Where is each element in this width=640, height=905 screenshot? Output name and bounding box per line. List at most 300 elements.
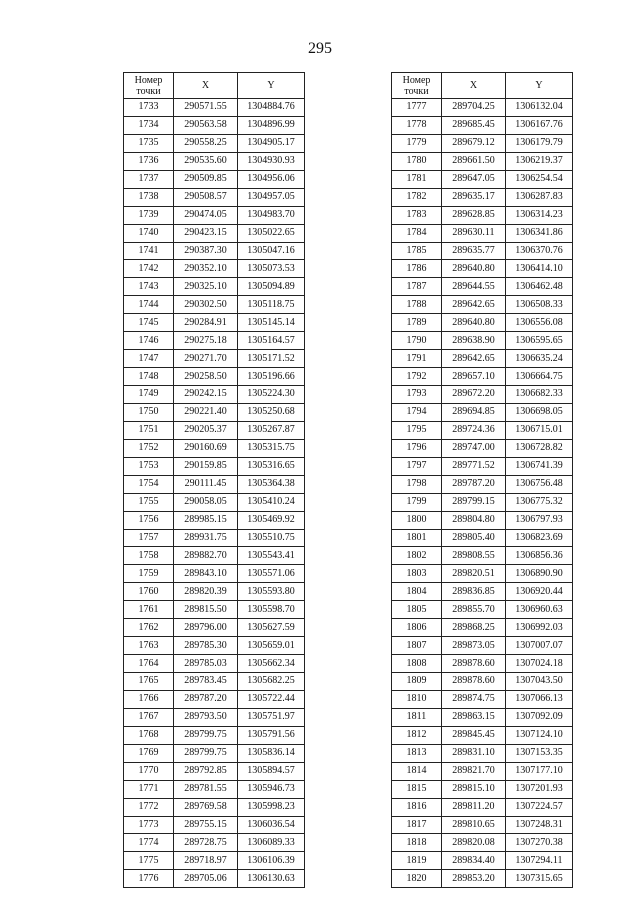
y-coordinate-cell: 1306823.69 <box>506 529 573 547</box>
x-coordinate-cell: 289793.50 <box>174 708 238 726</box>
x-coordinate-cell: 289628.85 <box>442 206 506 224</box>
point-number-cell: 1776 <box>124 870 174 888</box>
x-coordinate-cell: 290160.69 <box>174 439 238 457</box>
y-coordinate-cell: 1304884.76 <box>238 99 305 117</box>
table-row <box>124 744 305 762</box>
y-coordinate-cell: 1306341.86 <box>506 224 573 242</box>
y-coordinate-cell: 1306715.01 <box>506 421 573 439</box>
y-coordinate-cell: 1306036.54 <box>238 816 305 834</box>
y-coordinate-cell: 1305510.75 <box>238 529 305 547</box>
x-coordinate-cell: 289820.51 <box>442 565 506 583</box>
y-coordinate-cell: 1307043.50 <box>506 673 573 691</box>
table-row <box>124 421 305 439</box>
x-coordinate-cell: 289878.60 <box>442 655 506 673</box>
table-row <box>124 798 305 816</box>
table-row <box>124 260 305 278</box>
table-row <box>124 547 305 565</box>
table-row <box>392 242 573 260</box>
y-coordinate-cell: 1305543.41 <box>238 547 305 565</box>
x-coordinate-cell: 290205.37 <box>174 421 238 439</box>
x-coordinate-cell: 289811.20 <box>442 798 506 816</box>
y-coordinate-cell: 1305627.59 <box>238 619 305 637</box>
y-coordinate-cell: 1305145.14 <box>238 314 305 332</box>
x-coordinate-cell: 290258.50 <box>174 368 238 386</box>
x-coordinate-cell: 289630.11 <box>442 224 506 242</box>
point-number-cell: 1761 <box>124 601 174 619</box>
y-coordinate-cell: 1306314.23 <box>506 206 573 224</box>
point-number-cell: 1796 <box>392 439 442 457</box>
point-number-cell: 1773 <box>124 816 174 834</box>
x-coordinate-cell: 289863.15 <box>442 708 506 726</box>
point-number-cell: 1784 <box>392 224 442 242</box>
table-row <box>392 780 573 798</box>
table-row <box>392 116 573 134</box>
table-row <box>392 493 573 511</box>
point-number-cell: 1790 <box>392 332 442 350</box>
header-x: X <box>442 73 506 99</box>
point-number-cell: 1786 <box>392 260 442 278</box>
y-coordinate-cell: 1307270.38 <box>506 834 573 852</box>
y-coordinate-cell: 1306254.54 <box>506 170 573 188</box>
x-coordinate-cell: 289785.03 <box>174 655 238 673</box>
y-coordinate-cell: 1305593.80 <box>238 583 305 601</box>
x-coordinate-cell: 290509.85 <box>174 170 238 188</box>
x-coordinate-cell: 289705.06 <box>174 870 238 888</box>
x-coordinate-cell: 289642.65 <box>442 350 506 368</box>
y-coordinate-cell: 1306890.90 <box>506 565 573 583</box>
y-coordinate-cell: 1305164.57 <box>238 332 305 350</box>
x-coordinate-cell: 289810.65 <box>442 816 506 834</box>
table-row <box>392 834 573 852</box>
point-number-cell: 1760 <box>124 583 174 601</box>
point-number-cell: 1749 <box>124 386 174 404</box>
y-coordinate-cell: 1306089.33 <box>238 834 305 852</box>
point-number-cell: 1797 <box>392 457 442 475</box>
table-row <box>392 134 573 152</box>
point-number-cell: 1733 <box>124 99 174 117</box>
x-coordinate-cell: 290271.70 <box>174 350 238 368</box>
table-row <box>124 726 305 744</box>
y-coordinate-cell: 1305836.14 <box>238 744 305 762</box>
y-coordinate-cell: 1305364.38 <box>238 475 305 493</box>
header-point-number: Номер точки <box>392 73 442 99</box>
point-number-cell: 1758 <box>124 547 174 565</box>
y-coordinate-cell: 1304930.93 <box>238 152 305 170</box>
table-row <box>124 583 305 601</box>
x-coordinate-cell: 290159.85 <box>174 457 238 475</box>
y-coordinate-cell: 1306508.33 <box>506 296 573 314</box>
point-number-cell: 1734 <box>124 116 174 134</box>
y-coordinate-cell: 1306132.04 <box>506 99 573 117</box>
point-number-cell: 1808 <box>392 655 442 673</box>
x-coordinate-cell: 290352.10 <box>174 260 238 278</box>
point-number-cell: 1810 <box>392 690 442 708</box>
x-coordinate-cell: 289834.40 <box>442 852 506 870</box>
y-coordinate-cell: 1305469.92 <box>238 511 305 529</box>
coordinates-table-left <box>123 72 305 888</box>
x-coordinate-cell: 289845.45 <box>442 726 506 744</box>
table-row <box>124 762 305 780</box>
point-number-cell: 1737 <box>124 170 174 188</box>
y-coordinate-cell: 1304957.05 <box>238 188 305 206</box>
x-coordinate-cell: 289799.15 <box>442 493 506 511</box>
table-row <box>124 314 305 332</box>
x-coordinate-cell: 289724.36 <box>442 421 506 439</box>
x-coordinate-cell: 289878.60 <box>442 673 506 691</box>
point-number-cell: 1794 <box>392 403 442 421</box>
point-number-cell: 1803 <box>392 565 442 583</box>
table-row <box>392 421 573 439</box>
y-coordinate-cell: 1306775.32 <box>506 493 573 511</box>
table-row <box>392 583 573 601</box>
y-coordinate-cell: 1305659.01 <box>238 637 305 655</box>
table-row <box>124 332 305 350</box>
point-number-cell: 1811 <box>392 708 442 726</box>
table-row <box>124 457 305 475</box>
y-coordinate-cell: 1306167.76 <box>506 116 573 134</box>
point-number-cell: 1792 <box>392 368 442 386</box>
x-coordinate-cell: 289873.05 <box>442 637 506 655</box>
header-point-number: Номер точки <box>124 73 174 99</box>
x-coordinate-cell: 289657.10 <box>442 368 506 386</box>
table-row <box>124 99 305 117</box>
x-coordinate-cell: 290275.18 <box>174 332 238 350</box>
point-number-cell: 1804 <box>392 583 442 601</box>
y-coordinate-cell: 1305094.89 <box>238 278 305 296</box>
point-number-cell: 1818 <box>392 834 442 852</box>
point-number-cell: 1768 <box>124 726 174 744</box>
table-row <box>124 116 305 134</box>
y-coordinate-cell: 1306992.03 <box>506 619 573 637</box>
y-coordinate-cell: 1306219.37 <box>506 152 573 170</box>
x-coordinate-cell: 289769.58 <box>174 798 238 816</box>
y-coordinate-cell: 1305022.65 <box>238 224 305 242</box>
point-number-cell: 1800 <box>392 511 442 529</box>
table-row <box>392 601 573 619</box>
point-number-cell: 1755 <box>124 493 174 511</box>
table-row <box>124 403 305 421</box>
x-coordinate-cell: 290535.60 <box>174 152 238 170</box>
table-row <box>392 260 573 278</box>
point-number-cell: 1795 <box>392 421 442 439</box>
table-row <box>124 475 305 493</box>
point-number-cell: 1816 <box>392 798 442 816</box>
point-number-cell: 1752 <box>124 439 174 457</box>
point-number-cell: 1785 <box>392 242 442 260</box>
y-coordinate-cell: 1306414.10 <box>506 260 573 278</box>
y-coordinate-cell: 1304905.17 <box>238 134 305 152</box>
point-number-cell: 1746 <box>124 332 174 350</box>
table-row <box>124 134 305 152</box>
point-number-cell: 1798 <box>392 475 442 493</box>
point-number-cell: 1738 <box>124 188 174 206</box>
point-number-cell: 1739 <box>124 206 174 224</box>
table-row <box>392 637 573 655</box>
x-coordinate-cell: 289781.55 <box>174 780 238 798</box>
x-coordinate-cell: 289647.05 <box>442 170 506 188</box>
x-coordinate-cell: 289868.25 <box>442 619 506 637</box>
point-number-cell: 1762 <box>124 619 174 637</box>
y-coordinate-cell: 1306462.48 <box>506 278 573 296</box>
coordinates-table-right <box>391 72 573 888</box>
table-row <box>392 368 573 386</box>
x-coordinate-cell: 289694.85 <box>442 403 506 421</box>
x-coordinate-cell: 289640.80 <box>442 260 506 278</box>
y-coordinate-cell: 1306635.24 <box>506 350 573 368</box>
x-coordinate-cell: 289805.40 <box>442 529 506 547</box>
table-row <box>124 242 305 260</box>
point-number-cell: 1753 <box>124 457 174 475</box>
y-coordinate-cell: 1306370.76 <box>506 242 573 260</box>
y-coordinate-cell: 1305751.97 <box>238 708 305 726</box>
table-row <box>124 529 305 547</box>
x-coordinate-cell: 289640.80 <box>442 314 506 332</box>
table-row <box>124 619 305 637</box>
table-header-row <box>392 73 573 99</box>
y-coordinate-cell: 1305250.68 <box>238 403 305 421</box>
y-coordinate-cell: 1304896.99 <box>238 116 305 134</box>
table-row <box>392 350 573 368</box>
table-row <box>392 296 573 314</box>
y-coordinate-cell: 1306595.65 <box>506 332 573 350</box>
x-coordinate-cell: 290242.15 <box>174 386 238 404</box>
x-coordinate-cell: 289804.80 <box>442 511 506 529</box>
point-number-cell: 1767 <box>124 708 174 726</box>
x-coordinate-cell: 289808.55 <box>442 547 506 565</box>
x-coordinate-cell: 290474.05 <box>174 206 238 224</box>
table-row <box>124 673 305 691</box>
point-number-cell: 1771 <box>124 780 174 798</box>
y-coordinate-cell: 1304956.06 <box>238 170 305 188</box>
x-coordinate-cell: 289796.00 <box>174 619 238 637</box>
table-row <box>392 511 573 529</box>
point-number-cell: 1754 <box>124 475 174 493</box>
table-row <box>392 224 573 242</box>
table-row <box>124 350 305 368</box>
point-number-cell: 1736 <box>124 152 174 170</box>
table-row <box>392 852 573 870</box>
table-row <box>392 655 573 673</box>
table-row <box>392 439 573 457</box>
point-number-cell: 1806 <box>392 619 442 637</box>
point-number-cell: 1759 <box>124 565 174 583</box>
table-row <box>392 457 573 475</box>
table-row <box>124 601 305 619</box>
table-row <box>392 690 573 708</box>
table-row <box>124 278 305 296</box>
point-number-cell: 1747 <box>124 350 174 368</box>
point-number-cell: 1809 <box>392 673 442 691</box>
x-coordinate-cell: 289831.10 <box>442 744 506 762</box>
point-number-cell: 1764 <box>124 655 174 673</box>
table-row <box>392 547 573 565</box>
y-coordinate-cell: 1307024.18 <box>506 655 573 673</box>
table-row <box>392 332 573 350</box>
table-row <box>124 296 305 314</box>
point-number-cell: 1757 <box>124 529 174 547</box>
y-coordinate-cell: 1305267.87 <box>238 421 305 439</box>
point-number-cell: 1815 <box>392 780 442 798</box>
x-coordinate-cell: 289755.15 <box>174 816 238 834</box>
table-row <box>124 206 305 224</box>
x-coordinate-cell: 289635.77 <box>442 242 506 260</box>
x-coordinate-cell: 289855.70 <box>442 601 506 619</box>
table-row <box>392 529 573 547</box>
x-coordinate-cell: 289787.20 <box>442 475 506 493</box>
point-number-cell: 1780 <box>392 152 442 170</box>
x-coordinate-cell: 289985.15 <box>174 511 238 529</box>
table-row <box>124 852 305 870</box>
point-number-cell: 1772 <box>124 798 174 816</box>
x-coordinate-cell: 290284.91 <box>174 314 238 332</box>
point-number-cell: 1744 <box>124 296 174 314</box>
x-coordinate-cell: 289644.55 <box>442 278 506 296</box>
point-number-cell: 1814 <box>392 762 442 780</box>
table-row <box>124 690 305 708</box>
y-coordinate-cell: 1306756.48 <box>506 475 573 493</box>
x-coordinate-cell: 289882.70 <box>174 547 238 565</box>
table-row <box>124 170 305 188</box>
table-row <box>124 224 305 242</box>
x-coordinate-cell: 290423.15 <box>174 224 238 242</box>
x-coordinate-cell: 289820.08 <box>442 834 506 852</box>
point-number-cell: 1781 <box>392 170 442 188</box>
y-coordinate-cell: 1306797.93 <box>506 511 573 529</box>
x-coordinate-cell: 289836.85 <box>442 583 506 601</box>
table-row <box>392 475 573 493</box>
point-number-cell: 1779 <box>392 134 442 152</box>
table-row <box>124 816 305 834</box>
y-coordinate-cell: 1306960.63 <box>506 601 573 619</box>
y-coordinate-cell: 1306920.44 <box>506 583 573 601</box>
y-coordinate-cell: 1306664.75 <box>506 368 573 386</box>
x-coordinate-cell: 289704.25 <box>442 99 506 117</box>
y-coordinate-cell: 1307294.11 <box>506 852 573 870</box>
x-coordinate-cell: 290387.30 <box>174 242 238 260</box>
table-row <box>124 188 305 206</box>
x-coordinate-cell: 289815.10 <box>442 780 506 798</box>
x-coordinate-cell: 289931.75 <box>174 529 238 547</box>
table-row <box>124 655 305 673</box>
table-row <box>124 637 305 655</box>
table-row <box>392 188 573 206</box>
y-coordinate-cell: 1307066.13 <box>506 690 573 708</box>
y-coordinate-cell: 1305946.73 <box>238 780 305 798</box>
table-row <box>392 726 573 744</box>
table-row <box>124 439 305 457</box>
x-coordinate-cell: 289853.20 <box>442 870 506 888</box>
y-coordinate-cell: 1306287.83 <box>506 188 573 206</box>
y-coordinate-cell: 1305722.44 <box>238 690 305 708</box>
table-row <box>124 493 305 511</box>
y-coordinate-cell: 1305224.30 <box>238 386 305 404</box>
x-coordinate-cell: 290508.57 <box>174 188 238 206</box>
x-coordinate-cell: 290325.10 <box>174 278 238 296</box>
table-row <box>124 368 305 386</box>
y-coordinate-cell: 1306179.79 <box>506 134 573 152</box>
table-row <box>392 708 573 726</box>
x-coordinate-cell: 290111.45 <box>174 475 238 493</box>
x-coordinate-cell: 289747.00 <box>442 439 506 457</box>
point-number-cell: 1802 <box>392 547 442 565</box>
point-number-cell: 1743 <box>124 278 174 296</box>
table-row <box>392 619 573 637</box>
y-coordinate-cell: 1307092.09 <box>506 708 573 726</box>
y-coordinate-cell: 1305118.75 <box>238 296 305 314</box>
x-coordinate-cell: 289874.75 <box>442 690 506 708</box>
table-row <box>392 206 573 224</box>
point-number-cell: 1763 <box>124 637 174 655</box>
table-header-row <box>124 73 305 99</box>
point-number-cell: 1813 <box>392 744 442 762</box>
table-row <box>392 673 573 691</box>
x-coordinate-cell: 289821.70 <box>442 762 506 780</box>
y-coordinate-cell: 1305662.34 <box>238 655 305 673</box>
point-number-cell: 1748 <box>124 368 174 386</box>
y-coordinate-cell: 1305171.52 <box>238 350 305 368</box>
header-x: X <box>174 73 238 99</box>
y-coordinate-cell: 1305791.56 <box>238 726 305 744</box>
point-number-cell: 1741 <box>124 242 174 260</box>
x-coordinate-cell: 290302.50 <box>174 296 238 314</box>
x-coordinate-cell: 289799.75 <box>174 726 238 744</box>
y-coordinate-cell: 1304983.70 <box>238 206 305 224</box>
x-coordinate-cell: 289642.65 <box>442 296 506 314</box>
point-number-cell: 1820 <box>392 870 442 888</box>
y-coordinate-cell: 1307201.93 <box>506 780 573 798</box>
point-number-cell: 1805 <box>392 601 442 619</box>
y-coordinate-cell: 1307248.31 <box>506 816 573 834</box>
table-row <box>392 565 573 583</box>
point-number-cell: 1735 <box>124 134 174 152</box>
point-number-cell: 1766 <box>124 690 174 708</box>
point-number-cell: 1789 <box>392 314 442 332</box>
page-number: 295 <box>308 40 332 57</box>
table-row <box>124 870 305 888</box>
table-row <box>124 565 305 583</box>
y-coordinate-cell: 1307224.57 <box>506 798 573 816</box>
point-number-cell: 1778 <box>392 116 442 134</box>
point-number-cell: 1750 <box>124 403 174 421</box>
point-number-cell: 1819 <box>392 852 442 870</box>
x-coordinate-cell: 289685.45 <box>442 116 506 134</box>
point-number-cell: 1756 <box>124 511 174 529</box>
y-coordinate-cell: 1307177.10 <box>506 762 573 780</box>
x-coordinate-cell: 290563.58 <box>174 116 238 134</box>
x-coordinate-cell: 290058.05 <box>174 493 238 511</box>
point-number-cell: 1799 <box>392 493 442 511</box>
y-coordinate-cell: 1305998.23 <box>238 798 305 816</box>
point-number-cell: 1791 <box>392 350 442 368</box>
y-coordinate-cell: 1306741.39 <box>506 457 573 475</box>
x-coordinate-cell: 289771.52 <box>442 457 506 475</box>
y-coordinate-cell: 1306106.39 <box>238 852 305 870</box>
x-coordinate-cell: 289638.90 <box>442 332 506 350</box>
point-number-cell: 1770 <box>124 762 174 780</box>
x-coordinate-cell: 289799.75 <box>174 744 238 762</box>
y-coordinate-cell: 1307124.10 <box>506 726 573 744</box>
x-coordinate-cell: 289728.75 <box>174 834 238 852</box>
y-coordinate-cell: 1306856.36 <box>506 547 573 565</box>
header-y: Y <box>506 73 573 99</box>
table-row <box>392 762 573 780</box>
y-coordinate-cell: 1305315.75 <box>238 439 305 457</box>
table-row <box>124 708 305 726</box>
point-number-cell: 1782 <box>392 188 442 206</box>
point-number-cell: 1777 <box>392 99 442 117</box>
point-number-cell: 1788 <box>392 296 442 314</box>
y-coordinate-cell: 1307315.65 <box>506 870 573 888</box>
